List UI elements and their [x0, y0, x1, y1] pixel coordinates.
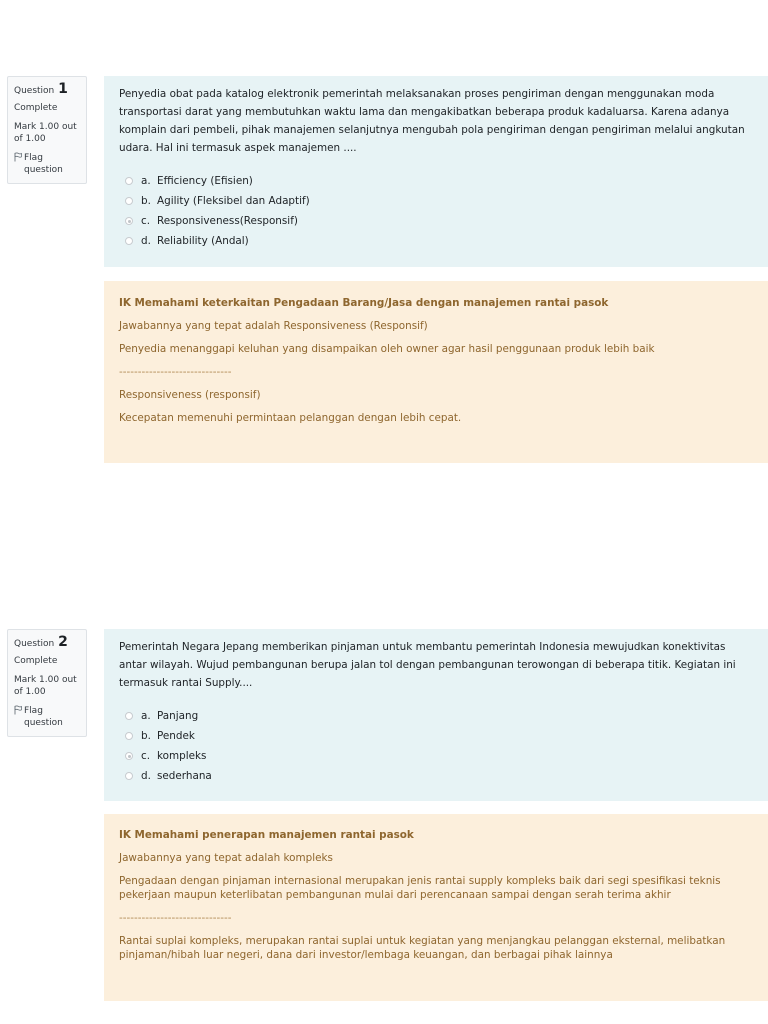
radio-a[interactable]	[125, 712, 133, 720]
option-letter: b.	[141, 730, 151, 742]
feedback-heading: IK Memahami keterkaitan Pengadaan Barang/Jasa dengan manajemen rantai pasok	[119, 297, 609, 309]
flag-question-link[interactable]	[14, 705, 80, 729]
answer-option-d[interactable]	[119, 766, 754, 786]
question-label: Question	[14, 639, 55, 649]
feedback-definition: Rantai suplai kompleks, merupakan rantai suplai untuk kegiatan yang menjangkau pelanggan eksternal, melibatkan pinjaman/hibah luar negeri, dana dari investor/lembaga keuangan, dan berbagai pihak lainnya	[119, 935, 726, 961]
option-letter: a.	[141, 710, 151, 722]
feedback-separator: ------------------------------	[119, 366, 232, 378]
option-text: Agility (Fleksibel dan Adaptif)	[157, 195, 310, 207]
radio-d[interactable]	[125, 772, 133, 780]
flag-question-label[interactable]: Flag question	[24, 153, 63, 175]
question-2-info	[7, 629, 87, 737]
flag-icon[interactable]	[14, 705, 22, 715]
option-letter: a.	[141, 175, 151, 187]
question-state: Complete	[14, 656, 58, 666]
option-letter: d.	[141, 235, 151, 247]
answer-option-c[interactable]	[119, 211, 754, 231]
feedback-explanation: Pengadaan dengan pinjaman internasional merupakan jenis rantai supply kompleks baik dari segi spesifikasi teknis pekerjaan maupun keterlibatan pembangunan mulai dari perencanaan sampai dengan serah terima akhir	[119, 875, 721, 901]
option-text: Efficiency (Efisien)	[157, 175, 253, 187]
question-number	[14, 636, 80, 650]
radio-a[interactable]	[125, 177, 133, 185]
feedback-answer: Jawabannya yang tepat adalah kompleks	[119, 852, 333, 864]
question-1-formulation	[104, 76, 768, 267]
option-text: Reliability (Andal)	[157, 235, 249, 247]
answer-option-d[interactable]	[119, 231, 754, 251]
radio-c-selected[interactable]	[125, 752, 133, 760]
answer-options	[119, 706, 754, 786]
feedback-term: Responsiveness (responsif)	[119, 389, 261, 401]
option-text: Responsiveness(Responsif)	[157, 215, 298, 227]
radio-d[interactable]	[125, 237, 133, 245]
radio-b[interactable]	[125, 732, 133, 740]
feedback-explanation: Penyedia menanggapi keluhan yang disampaikan oleh owner agar hasil penggunaan produk lebih baik	[119, 343, 655, 355]
answer-option-a[interactable]	[119, 706, 754, 726]
radio-c-selected[interactable]	[125, 217, 133, 225]
question-2-formulation	[104, 629, 768, 801]
question-text: Pemerintah Negara Jepang memberikan pinjaman untuk membantu pemerintah Indonesia mewujudkan konektivitas antar wilayah. Wujud pembangunan berupa jalan tol dengan pembangunan terowongan di beberapa titik. Kegiatan ini termasuk rantai Supply....	[119, 641, 736, 689]
answer-options	[119, 171, 754, 251]
question-grade: Mark 1.00 out of 1.00	[14, 675, 77, 697]
feedback-separator: ------------------------------	[119, 912, 232, 924]
flag-question-link[interactable]	[14, 152, 80, 176]
answer-option-a[interactable]	[119, 171, 754, 191]
question-2-feedback	[104, 814, 768, 1001]
feedback-heading: IK Memahami penerapan manajemen rantai pasok	[119, 829, 414, 841]
answer-option-b[interactable]	[119, 726, 754, 746]
question-state: Complete	[14, 103, 58, 113]
question-text: Penyedia obat pada katalog elektronik pemerintah melaksanakan proses pengiriman dengan menggunakan moda transportasi darat yang membutuhkan waktu lama dan mengakibatkan beberapa produk kadaluarsa. Karena adanya komplain dari pembeli, pihak manajemen selanjutnya mengubah pola pengiriman dengan pengiriman melalui angkutan udara. Hal ini termasuk aspek manajemen ....	[119, 88, 745, 154]
feedback-answer: Jawabannya yang tepat adalah Responsiveness (Responsif)	[119, 320, 428, 332]
question-number-value: 2	[58, 634, 68, 650]
radio-b[interactable]	[125, 197, 133, 205]
option-text: Pendek	[157, 730, 195, 742]
question-number	[14, 83, 80, 97]
option-text: kompleks	[157, 750, 207, 762]
answer-option-c[interactable]	[119, 746, 754, 766]
question-1-info	[7, 76, 87, 184]
option-letter: c.	[141, 215, 151, 227]
question-1-feedback	[104, 281, 768, 463]
option-text: Panjang	[157, 710, 199, 722]
feedback-definition: Kecepatan memenuhi permintaan pelanggan dengan lebih cepat.	[119, 412, 462, 424]
flag-question-label[interactable]: Flag question	[24, 706, 63, 728]
question-number-value: 1	[58, 81, 68, 97]
question-label: Question	[14, 86, 55, 96]
option-letter: c.	[141, 750, 151, 762]
question-grade: Mark 1.00 out of 1.00	[14, 122, 77, 144]
option-text: sederhana	[157, 770, 212, 782]
flag-icon[interactable]	[14, 152, 22, 162]
option-letter: b.	[141, 195, 151, 207]
answer-option-b[interactable]	[119, 191, 754, 211]
option-letter: d.	[141, 770, 151, 782]
